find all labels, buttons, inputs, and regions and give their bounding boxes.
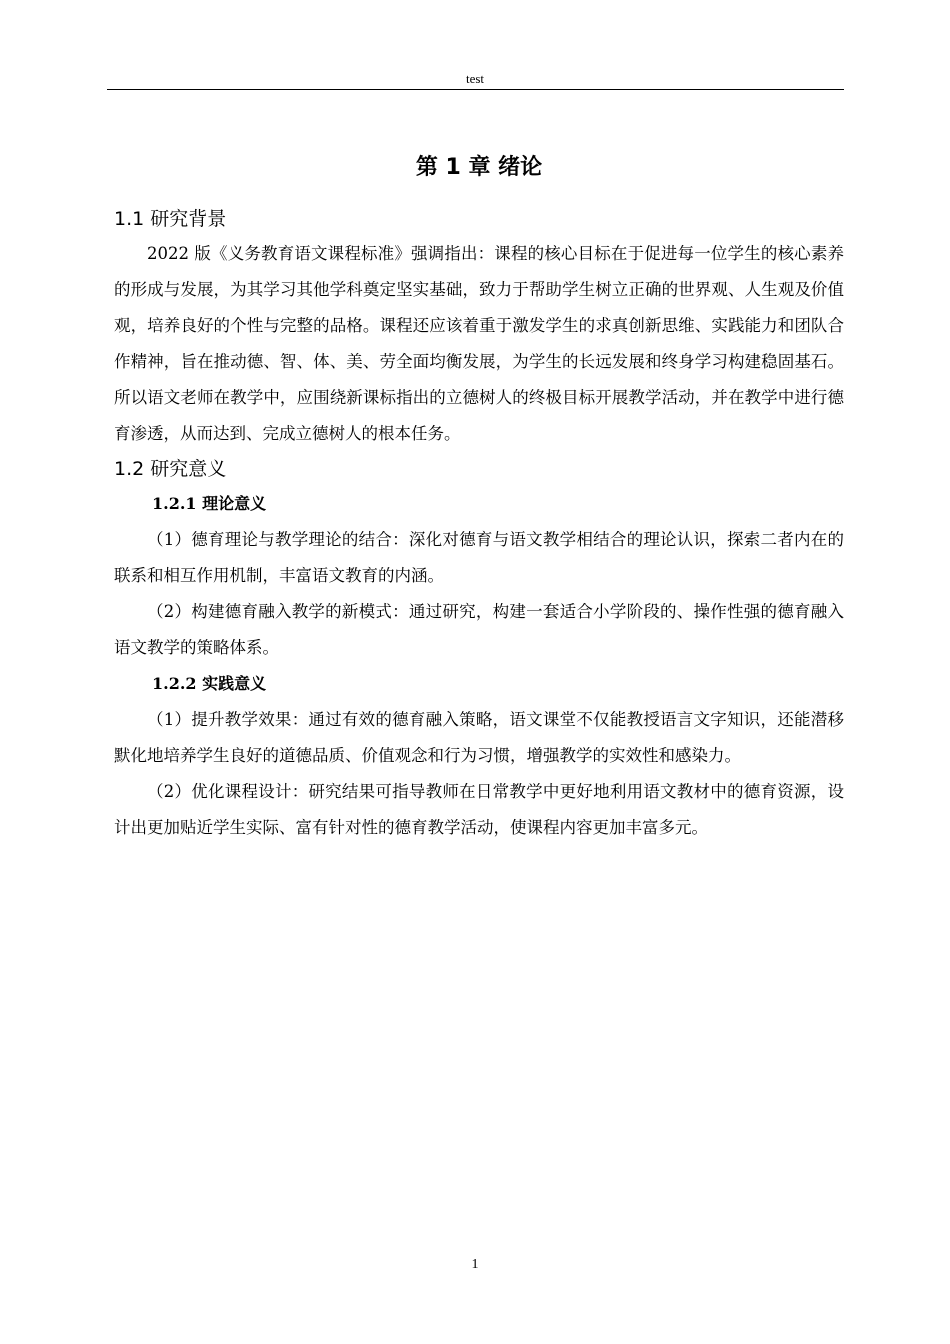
subsection-heading-theory: 1.2.1 理论意义 [152,494,267,513]
body-paragraph: （2）构建德育融入教学的新模式：通过研究，构建一套适合小学阶段的、操作性强的德育融入语文教学的策略体系。 [114,602,844,657]
page-number: 1 [471,1257,479,1272]
subsection-heading-practice: 1.2.2 实践意义 [152,674,267,693]
section-heading-significance: 1.2 研究意义 [114,458,227,480]
section-heading-background: 1.1 研究背景 [114,208,227,230]
page-header: test [465,71,485,86]
page-body [114,150,844,846]
body-paragraph: （1）提升教学效果：通过有效的德育融入策略，语文课堂不仅能教授语言文字知识，还能潜移默化地培养学生良好的道德品质、价值观念和行为习惯，增强教学的实效性和感染力。 [114,710,844,765]
body-paragraph: 2022 版《义务教育语文课程标准》强调指出：课程的核心目标在于促进每一位学生的核心素养的形成与发展，为其学习其他学科奠定坚实基础，致力于帮助学生树立正确的世界观、人生观及价值观，培养良好的个性与完整的品格。课程还应该着重于激发学生的求真创新思维、实践能力和团队合作精神，旨在推动德、智、体、美、劳全面均衡发展，为学生的长远发展和终身学习构建稳固基石。所以语文老师在教学中，应围绕新课标指出的立德树人的终极目标开展教学活动，并在教学中进行德育渗透，从而达到、完成立德树人的根本任务。 [114,244,844,443]
chapter-title: 第 1 章 绪论 [415,155,543,180]
body-paragraph: （2）优化课程设计：研究结果可指导教师在日常教学中更好地利用语文教材中的德育资源，设计出更加贴近学生实际、富有针对性的德育教学活动，使课程内容更加丰富多元。 [114,782,844,837]
body-paragraph: （1）德育理论与教学理论的结合：深化对德育与语文教学相结合的理论认识，探索二者内在的联系和相互作用机制，丰富语文教育的内涵。 [114,530,844,585]
header-divider [107,89,844,90]
